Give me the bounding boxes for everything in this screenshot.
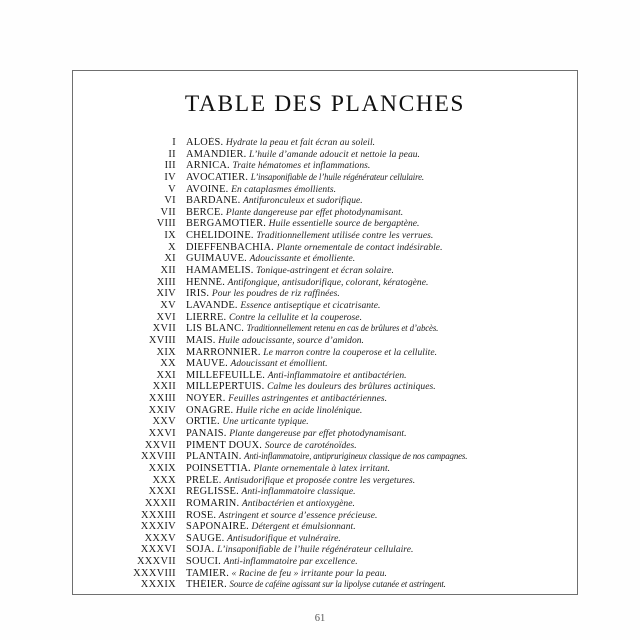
content-frame: [72, 70, 578, 595]
plate-entry: [73, 242, 577, 254]
plate-body: [186, 172, 424, 184]
plate-description: Essence antiseptique et cicatrisante.: [240, 300, 381, 311]
plate-description: Anti-inflammatoire, antiprurigineux classique de nos campagnes.: [244, 451, 468, 462]
plate-numeral: VIII: [156, 218, 176, 230]
plate-description: Le marron contre la couperose et la cellulite.: [263, 347, 438, 358]
plate-name: ONAGRE.: [186, 404, 234, 416]
plate-description: Calme les douleurs des brûlures actiniques.: [267, 382, 436, 393]
plate-name: LAVANDE.: [186, 299, 238, 311]
plate-numeral: I: [172, 137, 176, 148]
plate-numeral: XV: [160, 299, 176, 311]
plate-entry: [73, 521, 577, 533]
plate-numeral: XXIV: [148, 404, 176, 416]
plate-description: Plante dangereuse par effet photodynamisant.: [229, 429, 407, 440]
plate-numeral: XXXVI: [140, 544, 176, 556]
plate-entry: [73, 544, 577, 556]
plate-numeral: XIX: [156, 346, 176, 358]
plate-numeral: XXV: [152, 416, 176, 428]
plate-entry: [73, 265, 577, 277]
plate-numeral: XXII: [152, 381, 176, 393]
plate-description: Antisudorifique et vulnéraire.: [227, 533, 341, 544]
plate-name: SOUCI.: [186, 556, 221, 568]
plate-numeral: XXVI: [148, 428, 176, 440]
plate-numeral: XXXIV: [140, 521, 176, 533]
plate-entry: [73, 323, 577, 335]
plate-name: PIMENT DOUX.: [186, 439, 263, 451]
plate-name: AVOINE.: [186, 183, 229, 195]
plate-description: Traditionnellement retenu en cas de brûlures et d’abcès.: [246, 323, 439, 334]
plate-description: L’insaponifiable de l’huile régénérateur cellulaire.: [250, 171, 424, 182]
plate-description: Antibactérien et antioxygène.: [241, 498, 355, 509]
plate-description: Antifuronculeux et sudorifique.: [243, 196, 363, 207]
plate-name: ORTIE.: [186, 416, 220, 428]
plate-name: POINSETTIA.: [186, 462, 251, 474]
plate-name: ROMARIN.: [186, 497, 240, 509]
plate-name: BERGAMOTIER.: [186, 218, 267, 230]
plate-description: L’insaponifiable de l’huile régénérateur cellulaire.: [217, 545, 414, 556]
plate-description: Adoucissant et émollient.: [230, 359, 328, 370]
plate-description: Astringent et source d’essence précieuse.: [218, 510, 378, 521]
plate-numeral: III: [164, 160, 176, 172]
plate-entry: [73, 149, 577, 161]
plate-numeral: XXVII: [144, 439, 176, 451]
plate-name: MAIS.: [186, 334, 216, 346]
plate-numeral: XVII: [152, 323, 176, 335]
plate-name: GUIMAUVE.: [186, 253, 247, 265]
plate-numeral: XXXII: [144, 497, 176, 509]
plate-name: SAUGE.: [186, 532, 225, 544]
plate-entry: [73, 370, 577, 382]
plate-name: MILLEFEUILLE.: [186, 369, 266, 381]
plate-entry: [73, 253, 577, 265]
plate-numeral: XXI: [156, 369, 176, 381]
plate-numeral: VI: [164, 195, 176, 207]
plate-numeral: XVIII: [148, 334, 176, 346]
plate-entry: [73, 579, 577, 591]
plate-description: Tonique-astringent et écran solaire.: [256, 266, 394, 277]
plate-description: Feuilles astringentes et antibactériennes.: [228, 394, 388, 405]
plate-name: RÉGLISSE.: [186, 486, 239, 498]
plate-name: HAMAMÉLIS.: [186, 265, 254, 277]
plate-numeral: XXXVIII: [133, 567, 176, 579]
plate-name: TAMIER.: [186, 567, 229, 579]
plate-name: AMANDIER.: [186, 148, 247, 160]
plate-entry: [73, 195, 577, 207]
plate-name: AVOCATIER.: [186, 171, 249, 183]
plate-body: [186, 451, 467, 463]
plate-description: Huile essentielle source de bergaptène.: [268, 219, 420, 230]
plate-description: Détergent et émulsionnant.: [251, 522, 356, 533]
plate-description: Une urticante typique.: [222, 417, 309, 428]
plate-entry: [73, 393, 577, 405]
plate-description: Pour les poudres de riz raffinées.: [211, 289, 340, 300]
plate-numeral: XI: [164, 253, 176, 265]
plate-name: DIEFFENBACHIA.: [186, 241, 274, 253]
plate-numeral: VII: [160, 206, 176, 218]
plate-entry: [73, 358, 577, 370]
plate-numeral: XXVIII: [141, 451, 176, 463]
plate-name: HENNÉ.: [186, 276, 226, 288]
plate-entry: [73, 184, 577, 196]
plate-entry: [73, 347, 577, 359]
plate-numeral: X: [168, 241, 176, 253]
plate-description: Antisudorifique et proposée contre les vergetures.: [224, 475, 416, 486]
plate-description: Contre la cellulite et la couperose.: [228, 312, 362, 323]
plate-entry: [73, 218, 577, 230]
plate-list: [73, 137, 577, 591]
page-number: 61: [314, 613, 326, 624]
plate-entry: [73, 440, 577, 452]
plate-body: [186, 579, 446, 591]
plate-name: CHÉLIDOINE.: [186, 230, 254, 242]
plate-description: Plante ornementale de contact indésirable.: [276, 242, 443, 253]
plate-numeral: XXXIX: [140, 579, 176, 591]
plate-entry: [73, 463, 577, 475]
plate-name: IRIS.: [186, 288, 210, 300]
plate-entry: [73, 428, 577, 440]
plate-name: ARNICA.: [186, 160, 230, 172]
plate-name: LIS BLANC.: [186, 323, 244, 335]
plate-numeral: XXIII: [148, 393, 176, 405]
plate-description: Source de caroténoïdes.: [264, 440, 357, 451]
plate-entry: [73, 230, 577, 242]
plate-numeral: XXXVII: [136, 556, 176, 568]
plate-entry: [73, 277, 577, 289]
plate-entry: [73, 335, 577, 347]
plate-name: PANAIS.: [186, 428, 227, 440]
plate-numeral: XXXI: [148, 486, 176, 498]
plate-description: En cataplasmes émollients.: [231, 184, 337, 195]
plate-entry: [73, 416, 577, 428]
plate-entry: [73, 451, 577, 463]
plate-description: Traditionnellement utilisée contre les verrues.: [256, 231, 434, 242]
plate-entry: [73, 300, 577, 312]
plate-name: ROSE.: [186, 509, 217, 521]
plate-description: Anti-inflammatoire par excellence.: [223, 557, 358, 568]
plate-entry: [73, 486, 577, 498]
plate-description: Anti-inflammatoire et antibactérien.: [267, 370, 407, 381]
plate-name: MAUVE.: [186, 358, 228, 370]
plate-name: MARRONNIER.: [186, 346, 261, 358]
plate-name: PLANTAIN.: [186, 451, 242, 463]
plate-entry: [73, 381, 577, 393]
plate-numeral: XIII: [156, 276, 176, 288]
plate-name: NOYER.: [186, 393, 226, 405]
plate-name: MILLEPERTUIS.: [186, 381, 265, 393]
plate-description: Source de caféine agissant sur la lipolyse cutanée et astringent.: [229, 579, 446, 590]
plate-numeral: XXXV: [144, 532, 176, 544]
plate-numeral: XX: [160, 358, 176, 370]
plate-description: Anti-inflammatoire classique.: [241, 487, 356, 498]
plate-entry: [73, 172, 577, 184]
plate-description: Huile adoucissante, source d’amidon.: [218, 335, 364, 346]
plate-entry: [73, 288, 577, 300]
plate-entry: [73, 556, 577, 568]
plate-entry: [73, 207, 577, 219]
plate-name: BERCE.: [186, 206, 224, 218]
plate-description: Plante ornementale à latex irritant.: [253, 463, 391, 474]
plate-name: ALOÈS.: [186, 137, 224, 148]
plate-numeral: XII: [160, 265, 176, 277]
plate-name: LIERRE.: [186, 311, 227, 323]
plate-description: « Racine de feu » irritante pour la peau.: [231, 568, 387, 579]
plate-description: Antifongique, antisudorifique, colorant, kératogène.: [227, 277, 429, 288]
plate-body: [186, 323, 438, 335]
plate-numeral: XXIX: [148, 462, 176, 474]
plate-entry: [73, 510, 577, 522]
plate-entry: [73, 137, 577, 149]
plate-entry: [73, 568, 577, 580]
plate-entry: [73, 533, 577, 545]
plate-description: Plante dangereuse par effet photodynamisant.: [225, 207, 404, 218]
plate-numeral: V: [168, 183, 176, 195]
plate-name: THÉIER.: [186, 579, 227, 591]
plate-numeral: XIV: [156, 288, 176, 300]
plate-description: Traite hématomes et inflammations.: [232, 161, 371, 172]
plate-name: SOJA.: [186, 544, 215, 556]
plate-numeral: II: [168, 148, 176, 160]
plate-description: Hydrate la peau et fait écran au soleil.: [225, 138, 376, 148]
plate-description: Adoucissante et émolliente.: [249, 254, 356, 265]
plate-numeral: IX: [164, 230, 176, 242]
plate-entry: [73, 160, 577, 172]
page-title: TABLE DES PLANCHES: [184, 91, 466, 117]
plate-numeral: XXXIII: [141, 509, 176, 521]
plate-entry: [73, 475, 577, 487]
plate-entry: [73, 498, 577, 510]
plate-description: L’huile d’amande adoucit et nettoie la peau.: [249, 149, 420, 160]
plate-name: BARDANE.: [186, 195, 241, 207]
plate-numeral: XVI: [156, 311, 176, 323]
plate-name: PRÊLE.: [186, 474, 222, 486]
plate-entry: [73, 405, 577, 417]
plate-entry: [73, 312, 577, 324]
plate-name: SAPONAIRE.: [186, 521, 249, 533]
plate-numeral: IV: [164, 171, 176, 183]
plate-numeral: XXX: [152, 474, 176, 486]
plate-description: Huile riche en acide linolénique.: [235, 405, 363, 416]
